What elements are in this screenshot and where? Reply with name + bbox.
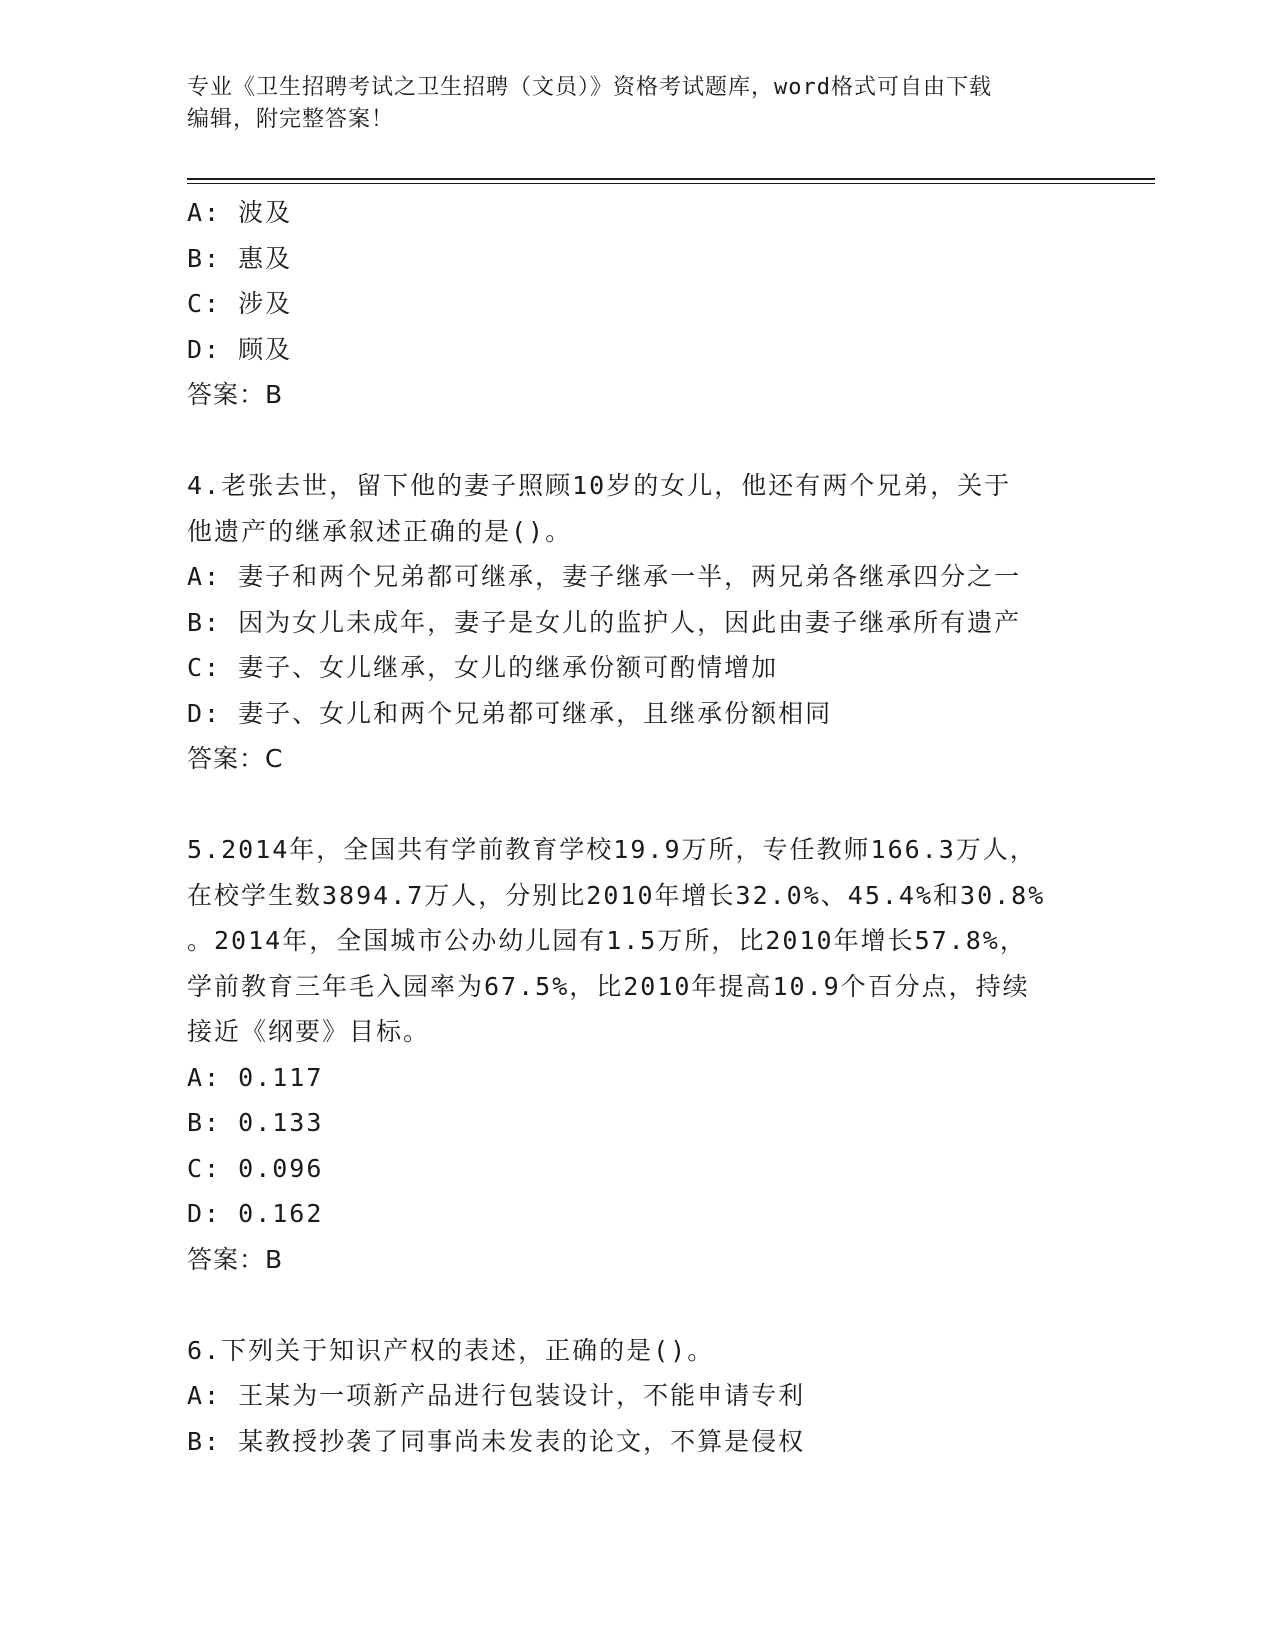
spacer xyxy=(187,782,1087,828)
question-stem-line: 5.2014年，全国共有学前教育学校19.9万所，专任教师166.3万人， xyxy=(187,835,1037,864)
question-stem-line: 。2014年，全国城市公办幼儿园有1.5万所，比2010年增长57.8%， xyxy=(187,926,1027,955)
question-3 xyxy=(187,190,1087,418)
question-stem-line: 在校学生数3894.7万人，分别比2010年增长32.0%、45.4%和30.8% xyxy=(187,880,1046,910)
question-content xyxy=(187,190,1087,1464)
answer-label: 答案：B xyxy=(187,1244,284,1274)
header-rule-thin xyxy=(187,183,1155,184)
question-stem-line: 4.老张去世，留下他的妻子照顾10岁的女儿，他还有两个兄弟，关于 xyxy=(187,471,1012,500)
spacer xyxy=(187,1282,1087,1328)
option-d: D: 妻子、女儿和两个兄弟都可继承，且继承份额相同 xyxy=(187,698,833,728)
header-rule-thick xyxy=(187,178,1155,180)
option-d: D: 顾及 xyxy=(187,334,293,364)
header-line-1: 专业《卫生招聘考试之卫生招聘（文员）》资格考试题库，word格式可自由下载 xyxy=(187,75,992,100)
option-b: B: 因为女儿未成年，妻子是女儿的监护人，因此由妻子继承所有遗产 xyxy=(187,607,1022,637)
question-6 xyxy=(187,1328,1087,1465)
document-header xyxy=(187,72,1087,136)
spacer xyxy=(187,418,1087,464)
question-5 xyxy=(187,827,1087,1282)
option-c: C: 妻子、女儿继承，女儿的继承份额可酌情增加 xyxy=(187,653,779,682)
header-line-2: 编辑，附完整答案！ xyxy=(187,107,395,132)
answer-label: 答案：B xyxy=(187,380,284,409)
option-a: A: 王某为一项新产品进行包装设计，不能申请专利 xyxy=(187,1381,806,1410)
question-4 xyxy=(187,463,1087,782)
option-a: A: 0.117 xyxy=(187,1062,324,1092)
option-c: C: 涉及 xyxy=(187,289,293,318)
question-stem-line: 他遗产的继承叙述正确的是()。 xyxy=(187,516,573,546)
option-d: D: 0.162 xyxy=(187,1199,324,1228)
option-a: A: 波及 xyxy=(187,198,293,227)
question-stem-line: 6.下列关于知识产权的表述，正确的是()。 xyxy=(187,1335,715,1365)
question-stem-line: 学前教育三年毛入园率为67.5%，比2010年提高10.9个百分点，持续 xyxy=(187,971,1030,1001)
option-a: A: 妻子和两个兄弟都可继承，妻子继承一半，两兄弟各继承四分之一 xyxy=(187,562,1022,591)
option-b: B: 惠及 xyxy=(187,243,293,273)
option-b: B: 某教授抄袭了同事尚未发表的论文，不算是侵权 xyxy=(187,1426,806,1456)
answer-label: 答案：C xyxy=(187,744,284,773)
question-stem-line: 接近《纲要》目标。 xyxy=(187,1017,431,1046)
option-b: B: 0.133 xyxy=(187,1108,324,1137)
option-c: C: 0.096 xyxy=(187,1153,324,1183)
